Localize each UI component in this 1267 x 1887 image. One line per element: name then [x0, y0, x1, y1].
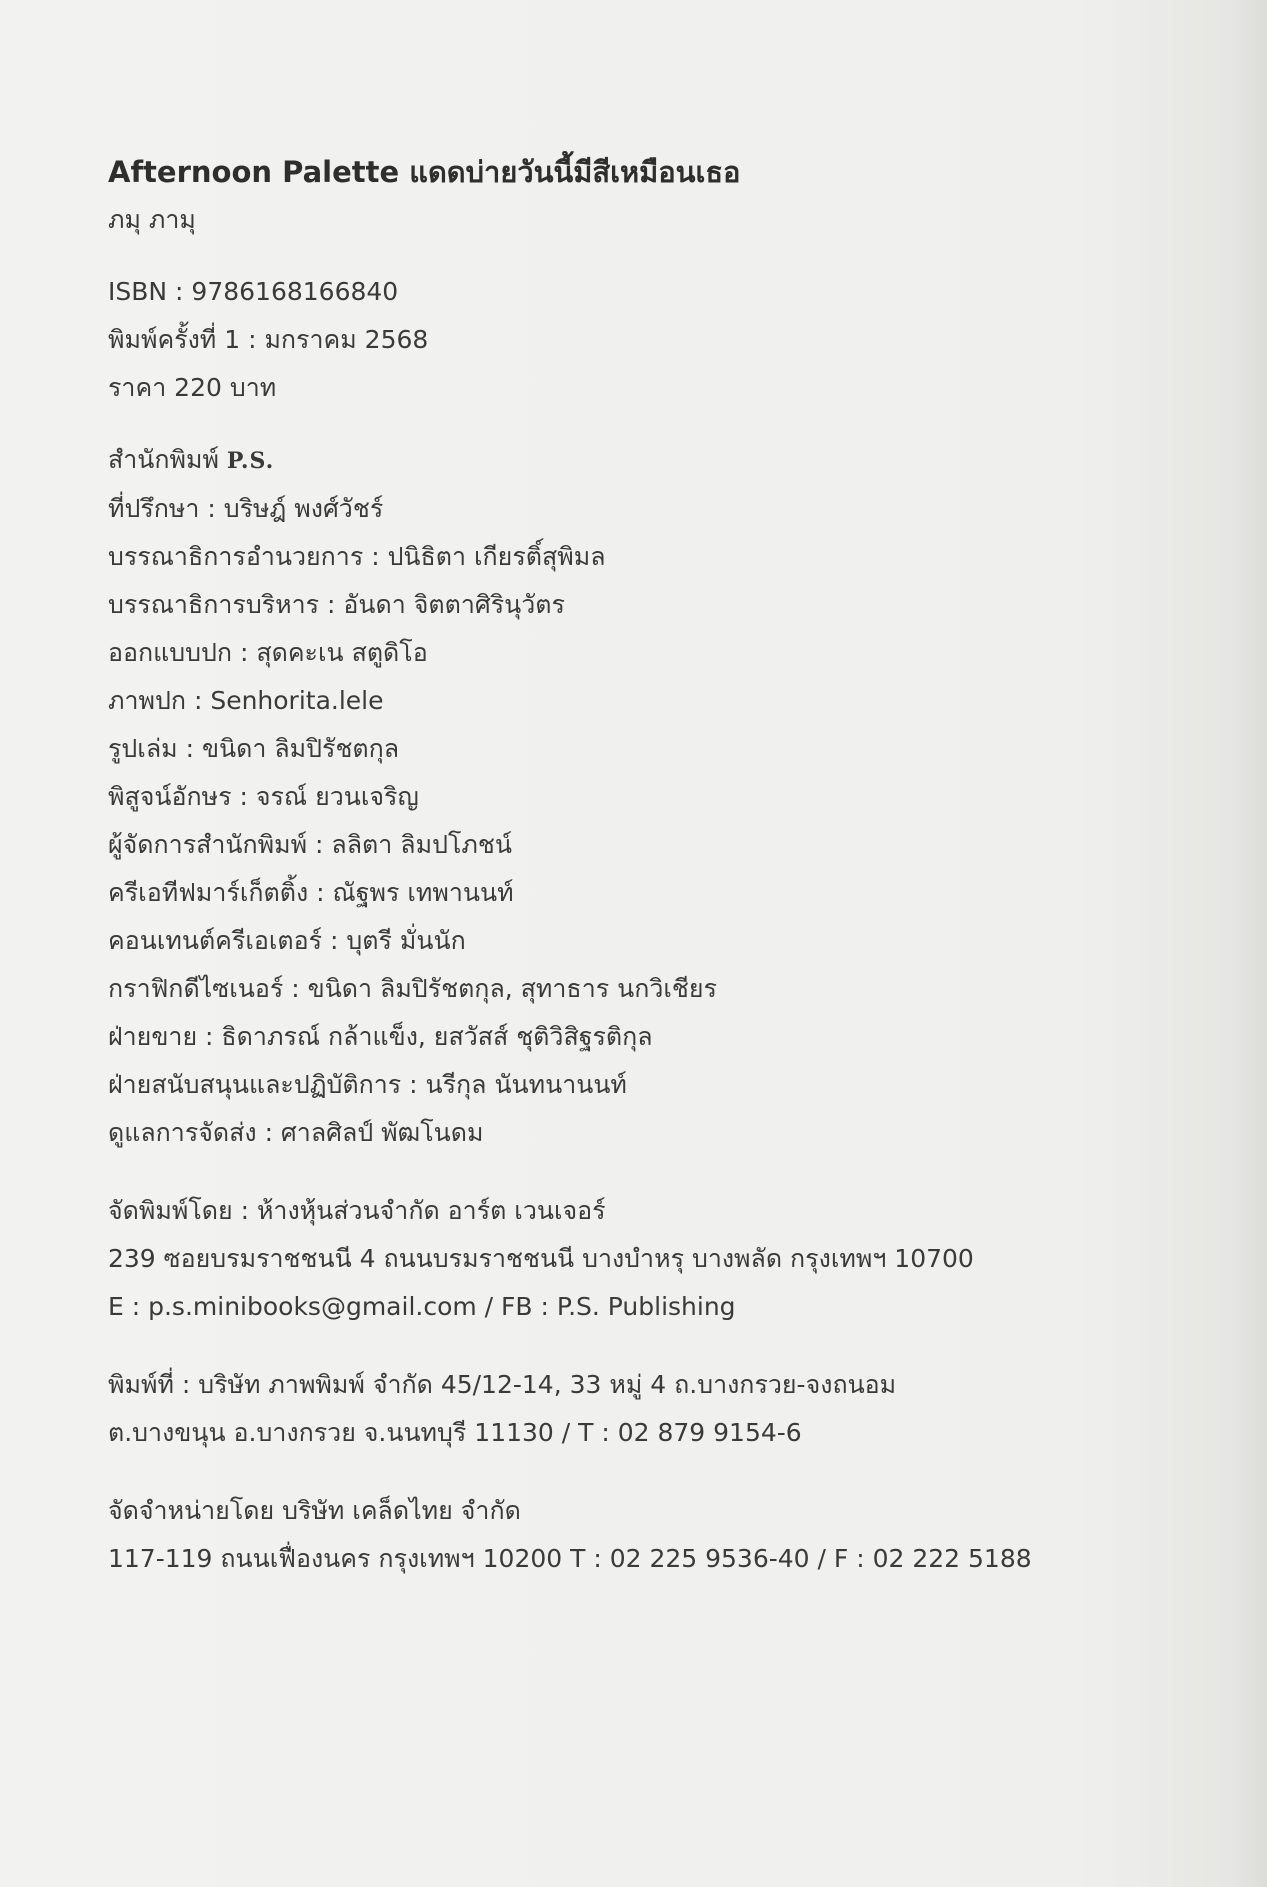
credit-line: ดูแลการจัดส่ง : ศาลศิลป์ พัฒโนดม	[108, 1118, 484, 1147]
credit-line: พิสูจน์อักษร : จรณ์ ยวนเจริญ	[108, 782, 419, 811]
printer-line-1: พิมพ์ที่ : บริษัท ภาพพิมพ์ จำกัด 45/12-14, 33 หมู่ 4 ถ.บางกรวย-จงถนอม	[108, 1370, 897, 1399]
credits-list	[108, 485, 1188, 1157]
distributor-line-1: จัดจำหน่ายโดย บริษัท เคล็ดไทย จำกัด	[108, 1496, 521, 1525]
credit-line: กราฟิกดีไซเนอร์ : ขนิดา ลิมปิรัชตกุล, สุทาธาร นกวิเชียร	[108, 974, 717, 1003]
credit-line: ผู้จัดการสำนักพิมพ์ : ลลิตา ลิมปโภชน์	[108, 830, 512, 859]
credit-line: ครีเอทีฟมาร์เก็ตติ้ง : ณัฐพร เทพานนท์	[108, 878, 514, 907]
producer-contact: E : p.s.minibooks@gmail.com / FB : P.S. Publishing	[108, 1292, 736, 1321]
credit-line: ฝ่ายสนับสนุนและปฏิบัติการ : นรีกุล นันทนานนท์	[108, 1070, 627, 1099]
publisher-logo: P.S.	[226, 448, 275, 474]
printer-line-2: ต.บางขนุน อ.บางกรวย จ.นนทบุรี 11130 / T : 02 879 9154-6	[108, 1418, 802, 1447]
credit-line: ภาพปก : Senhorita.lele	[108, 686, 384, 715]
credit-line: คอนเทนต์ครีเอเตอร์ : บุตรี มั่นนัก	[108, 926, 466, 955]
producer-line-1: จัดพิมพ์โดย : ห้างหุ้นส่วนจำกัด อาร์ต เวนเจอร์	[108, 1196, 606, 1225]
credit-line: ฝ่ายขาย : ธิดาภรณ์ กล้าแข็ง, ยสวัสส์ ชุติวิสิฐรติกุล	[108, 1022, 653, 1051]
price: ราคา 220 บาท	[108, 373, 277, 402]
author-name: ภมุ ภามุ	[108, 205, 196, 234]
credit-line: บรรณาธิการบริหาร : อันดา จิตตาศิรินุวัตร	[108, 590, 565, 619]
producer-address: 239 ซอยบรมราชชนนี 4 ถนนบรมราชชนนี บางบำหรุ บางพลัด กรุงเทพฯ 10700	[108, 1244, 974, 1273]
isbn: ISBN : 9786168166840	[108, 277, 399, 306]
publisher-line	[108, 436, 1188, 485]
printing-info: พิมพ์ครั้งที่ 1 : มกราคม 2568	[108, 325, 429, 354]
credit-line: บรรณาธิการอำนวยการ : ปนิธิตา เกียรติ์สุพิมล	[108, 542, 606, 571]
book-title: Afternoon Palette แดดบ่ายวันนี้มีสีเหมือนเธอ	[108, 155, 741, 189]
imprint-block	[108, 148, 1188, 1583]
credit-line: รูปเล่ม : ขนิดา ลิมปิรัชตกุล	[108, 734, 400, 763]
publisher-label: สำนักพิมพ์	[108, 445, 219, 474]
credit-line: ออกแบบปก : สุดคะเน สตูดิโอ	[108, 638, 428, 667]
credit-line: ที่ปรึกษา : บริษฎ์ พงศ์วัชร์	[108, 494, 384, 523]
distributor-line-2: 117-119 ถนนเฟื่องนคร กรุงเทพฯ 10200 T : 02 225 9536-40 / F : 02 222 5188	[108, 1544, 1032, 1573]
